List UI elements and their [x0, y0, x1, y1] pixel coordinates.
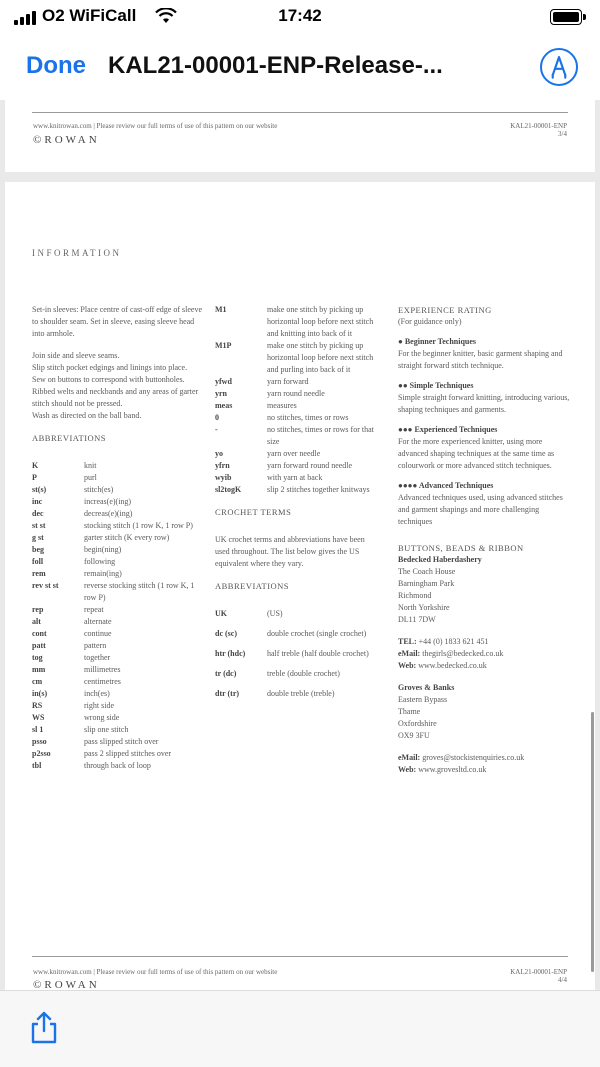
finishing-text: Sew on buttons to correspond with buttonholes. [32, 375, 185, 384]
experience-level-heading: ●● Simple Techniques [398, 381, 474, 390]
abbreviation-meaning: slip one stitch [84, 725, 129, 734]
abbreviation-meaning: inch(es) [84, 689, 110, 698]
abbreviation-key: alt [32, 617, 41, 626]
abbreviation-key: WS [32, 713, 45, 722]
abbreviation-key: cont [32, 629, 47, 638]
abbreviation-meaning: begin(ning) [84, 545, 122, 554]
abbreviation-key: patt [32, 641, 46, 650]
abbreviation-meaning: yarn over needle [267, 449, 321, 458]
abbreviation-row [32, 676, 207, 688]
abbreviation-meaning: alternate [84, 617, 112, 626]
abbreviation-meaning: double crochet (single crochet) [267, 629, 367, 638]
abbreviation-meaning: continue [84, 629, 112, 638]
footer-terms: www.knitrowan.com | Please review our full terms of use of this pattern on our website [33, 968, 278, 976]
abbreviation-key: M1P [215, 341, 232, 350]
abbreviation-key: yfrn [215, 461, 230, 470]
document-title: KAL21-00001-ENP-Release-... [108, 52, 443, 79]
abbreviation-row [32, 700, 207, 712]
abbreviation-meaning: following [84, 557, 116, 566]
abbreviation-key: tbl [32, 761, 42, 770]
abbreviation-meaning: yarn forward [267, 377, 309, 386]
abbreviation-meaning: with yarn at back [267, 473, 323, 482]
abbreviation-key: p2sso [32, 749, 51, 758]
supplier-address [398, 694, 570, 742]
abbreviation-row [215, 424, 380, 448]
abbreviation-key: rev st st [32, 581, 59, 590]
abbreviation-meaning: repeat [84, 605, 104, 614]
abbreviation-row [32, 688, 207, 700]
abbreviation-key: inc [32, 497, 43, 506]
abbreviation-key: yrn [215, 389, 227, 398]
footer-terms: www.knitrowan.com | Please review our full terms of use of this pattern on our website [33, 122, 278, 130]
email-label: eMail: [398, 753, 421, 762]
abbreviation-row [32, 520, 207, 532]
address-line: Richmond [398, 591, 432, 600]
footer-code-text: KAL21-00001-ENP [510, 122, 567, 130]
footer-code [510, 122, 567, 138]
abbreviation-key: UK [215, 609, 227, 618]
carrier-label: O2 WiFiCall [42, 6, 137, 25]
abbreviation-row [32, 640, 207, 652]
abbreviation-row [215, 688, 380, 700]
address-line: DL11 7DW [398, 615, 436, 624]
column-1 [32, 304, 207, 772]
abbreviation-row [32, 508, 207, 520]
abbreviation-meaning: double treble (treble) [267, 689, 335, 698]
abbreviation-meaning: half treble (half double crochet) [267, 649, 369, 658]
abbreviation-meaning: no stitches, times or rows for that size [267, 425, 374, 446]
abbreviation-meaning: measures [267, 401, 297, 410]
abbreviation-row [32, 544, 207, 556]
abbreviation-key: M1 [215, 305, 227, 314]
web-link[interactable]: www.grovesltd.co.uk [418, 765, 487, 774]
abbreviation-key: g st [32, 533, 44, 542]
abbreviation-meaning: purl [84, 473, 97, 482]
experience-level-text: For the beginner knitter, basic garment shaping and straight forward stitch technique. [398, 349, 563, 370]
web-label: Web: [398, 765, 417, 774]
abbreviation-key: st st [32, 521, 46, 530]
experience-rating-sub: (For guidance only) [398, 317, 462, 326]
abbreviation-meaning: together [84, 653, 111, 662]
experience-level-text: Advanced techniques used, using advanced stitches and garment shapings and more challenging techniques [398, 493, 563, 526]
address-line: Eastern Bypass [398, 695, 448, 704]
web-link[interactable]: www.bedecked.co.uk [418, 661, 487, 670]
experience-level-text: Simple straight forward knitting, introducing various, shaping techniques and garments. [398, 393, 570, 414]
abbreviation-row [215, 304, 380, 340]
abbreviation-row [32, 652, 207, 664]
abbreviation-row [215, 388, 380, 400]
abbreviation-key: RS [32, 701, 43, 710]
abbreviation-row [215, 412, 380, 424]
abbreviation-key: beg [32, 545, 44, 554]
abbreviation-key: 0 [215, 413, 219, 422]
page-number: 3/4 [558, 130, 567, 138]
abbreviation-key: meas [215, 401, 233, 410]
abbreviation-key: rep [32, 605, 44, 614]
tel-value: +44 (0) 1833 621 451 [418, 637, 489, 646]
address-line: Thame [398, 707, 421, 716]
abbreviation-key: yo [215, 449, 223, 458]
abbreviations-list-2 [215, 304, 380, 496]
abbreviation-row [215, 376, 380, 388]
abbreviation-key: htr (hdc) [215, 649, 246, 658]
abbreviation-row [215, 668, 380, 680]
crochet-terms-heading: CROCHET TERMS [215, 507, 292, 517]
footer-rule [32, 956, 568, 957]
abbreviations-list [32, 460, 207, 772]
abbreviation-row [32, 748, 207, 760]
abbreviation-meaning: increas(e)(ing) [84, 497, 132, 506]
email-link[interactable]: thegirls@bedecked.co.uk [422, 649, 504, 658]
abbreviation-key: dec [32, 509, 44, 518]
abbreviation-key: yfwd [215, 377, 232, 386]
address-line: OX9 3FU [398, 731, 430, 740]
email-link[interactable]: groves@stockistenquiries.co.uk [422, 753, 525, 762]
pdf-page-3 [5, 100, 595, 172]
column-2 [215, 304, 380, 700]
rowan-logo: ©ROWAN [33, 134, 100, 146]
footer-code [510, 968, 567, 984]
abbreviation-key: st(s) [32, 485, 47, 494]
abbreviation-row [215, 400, 380, 412]
abbreviation-row [32, 484, 207, 496]
abbreviation-meaning: make one stitch by picking up horizontal loop before next stitch and purling into back of it [267, 341, 374, 374]
abbreviation-meaning: centimetres [84, 677, 121, 686]
abbreviation-row [215, 460, 380, 472]
finishing-text: Wash as directed on the ball band. [32, 411, 142, 420]
abbreviation-row [32, 556, 207, 568]
abbreviation-key: foll [32, 557, 44, 566]
pdf-page-4 [5, 182, 595, 990]
abbreviation-key: mm [32, 665, 46, 674]
abbreviation-key: cm [32, 677, 43, 686]
abbreviation-row [32, 568, 207, 580]
abbreviation-meaning: knit [84, 461, 97, 470]
abbreviation-meaning: treble (double crochet) [267, 669, 340, 678]
information-heading: INFORMATION [32, 248, 122, 258]
scroll-indicator[interactable] [591, 712, 594, 972]
abbreviation-row [215, 648, 380, 660]
abbreviation-meaning: remain(ing) [84, 569, 122, 578]
abbreviation-row [215, 472, 380, 484]
tel-label: TEL: [398, 637, 417, 646]
abbreviation-row [215, 608, 380, 620]
abbreviation-meaning: pass slipped stitch over [84, 737, 159, 746]
abbreviation-row [215, 448, 380, 460]
page-number: 4/4 [558, 976, 567, 984]
abbreviation-row [32, 532, 207, 544]
share-icon[interactable] [26, 1009, 62, 1045]
abbreviation-row [215, 628, 380, 640]
abbreviation-meaning: make one stitch by picking up horizontal loop before next stitch and knitting into back of it [267, 305, 374, 338]
address-line: The Coach House [398, 567, 456, 576]
abbreviation-row [32, 604, 207, 616]
experience-level-text: For the more experienced knitter, using more advanced shaping techniques at the same time as colourwork or more advanced stitch techniques. [398, 437, 555, 470]
abbreviation-meaning: stitch(es) [84, 485, 114, 494]
abbreviation-row [32, 496, 207, 508]
address-line: Barningham Park [398, 579, 455, 588]
column-3 [398, 304, 570, 776]
web-label: Web: [398, 661, 417, 670]
navigation-bar [0, 38, 600, 98]
buttons-heading: BUTTONS, BEADS & RIBBON [398, 543, 524, 553]
footer-code-text: KAL21-00001-ENP [510, 968, 567, 976]
finishing-text: Join side and sleeve seams. [32, 351, 120, 360]
crochet-terms-text: UK crochet terms and abbreviations have been used throughout. The list below gives the US equivalent where they vary. [215, 535, 365, 568]
abbreviation-row [32, 616, 207, 628]
abbreviation-meaning: pass 2 slipped stitches over [84, 749, 172, 758]
abbreviation-key: sl 1 [32, 725, 44, 734]
supplier-name: Bedecked Haberdashery [398, 555, 482, 564]
abbreviation-row [32, 712, 207, 724]
abbreviation-row [32, 760, 207, 772]
abbreviation-key: K [32, 461, 39, 470]
abbreviation-meaning: yarn round needle [267, 389, 325, 398]
battery-icon [550, 9, 582, 25]
abbreviation-row [32, 472, 207, 484]
markup-pen-icon[interactable] [540, 48, 578, 86]
experience-level-heading: ● Beginner Techniques [398, 337, 477, 346]
abbreviation-row [32, 736, 207, 748]
experience-list [398, 336, 570, 528]
abbreviation-row [32, 628, 207, 640]
crochet-abbreviations-heading: ABBREVIATIONS [215, 581, 290, 591]
footer-rule [32, 112, 568, 113]
abbreviation-meaning: decreas(e)(ing) [84, 509, 133, 518]
abbreviation-key: tog [32, 653, 43, 662]
abbreviation-meaning: millimetres [84, 665, 121, 674]
abbreviation-key: - [215, 425, 218, 434]
done-button[interactable]: Done [26, 52, 86, 79]
abbreviation-key: P [32, 473, 37, 482]
finishing-text: Ribbed welts and neckbands and any areas of garter stitch should not be pressed. [32, 387, 199, 408]
abbreviation-key: dc (sc) [215, 629, 237, 638]
abbreviation-meaning: garter stitch (K every row) [84, 533, 170, 542]
address-line: Oxfordshire [398, 719, 437, 728]
bottom-toolbar [0, 990, 600, 1067]
finishing-text: Slip stitch pocket edgings and linings into place. [32, 363, 188, 372]
abbreviation-meaning: yarn forward round needle [267, 461, 353, 470]
finishing-text: Set-in sleeves: Place centre of cast-off edge of sleeve to shoulder seam. Set in sleeve, easing sleeve head into armhole. [32, 305, 202, 338]
abbreviation-row [215, 484, 380, 496]
abbreviation-meaning: pattern [84, 641, 107, 650]
abbreviation-meaning: through back of loop [84, 761, 151, 770]
abbreviation-row [32, 460, 207, 472]
email-label: eMail: [398, 649, 421, 658]
supplier-address [398, 566, 570, 626]
abbreviation-key: sl2togK [215, 485, 242, 494]
status-bar [0, 0, 600, 34]
clock: 17:42 [278, 6, 322, 25]
abbreviation-row [32, 724, 207, 736]
abbreviation-meaning: reverse stocking stitch (1 row K, 1 row P) [84, 581, 195, 602]
abbreviation-key: wyib [215, 473, 232, 482]
abbreviation-key: in(s) [32, 689, 48, 698]
abbreviation-key: dtr (tr) [215, 689, 240, 698]
crochet-abbreviations-list [215, 608, 380, 700]
abbreviation-meaning: slip 2 stitches together knitways [267, 485, 370, 494]
abbreviation-meaning: right side [84, 701, 114, 710]
abbreviation-meaning: stocking stitch (1 row K, 1 row P) [84, 521, 193, 530]
abbreviation-key: rem [32, 569, 46, 578]
abbreviation-row [32, 580, 207, 604]
address-line: North Yorkshire [398, 603, 450, 612]
abbreviation-key: psso [32, 737, 47, 746]
experience-level-heading: ●●● Experienced Techniques [398, 425, 498, 434]
abbreviation-row [215, 340, 380, 376]
supplier-name: Groves & Banks [398, 683, 455, 692]
experience-level-heading: ●●●● Advanced Techniques [398, 481, 494, 490]
abbreviations-heading: ABBREVIATIONS [32, 433, 107, 443]
abbreviation-row [32, 664, 207, 676]
rowan-logo: ©ROWAN [33, 979, 100, 990]
abbreviation-key: tr (dc) [215, 669, 237, 678]
abbreviation-meaning: no stitches, times or rows [267, 413, 349, 422]
abbreviation-meaning: wrong side [84, 713, 120, 722]
abbreviation-meaning: (US) [267, 609, 283, 618]
experience-rating-heading: EXPERIENCE RATING [398, 305, 492, 315]
